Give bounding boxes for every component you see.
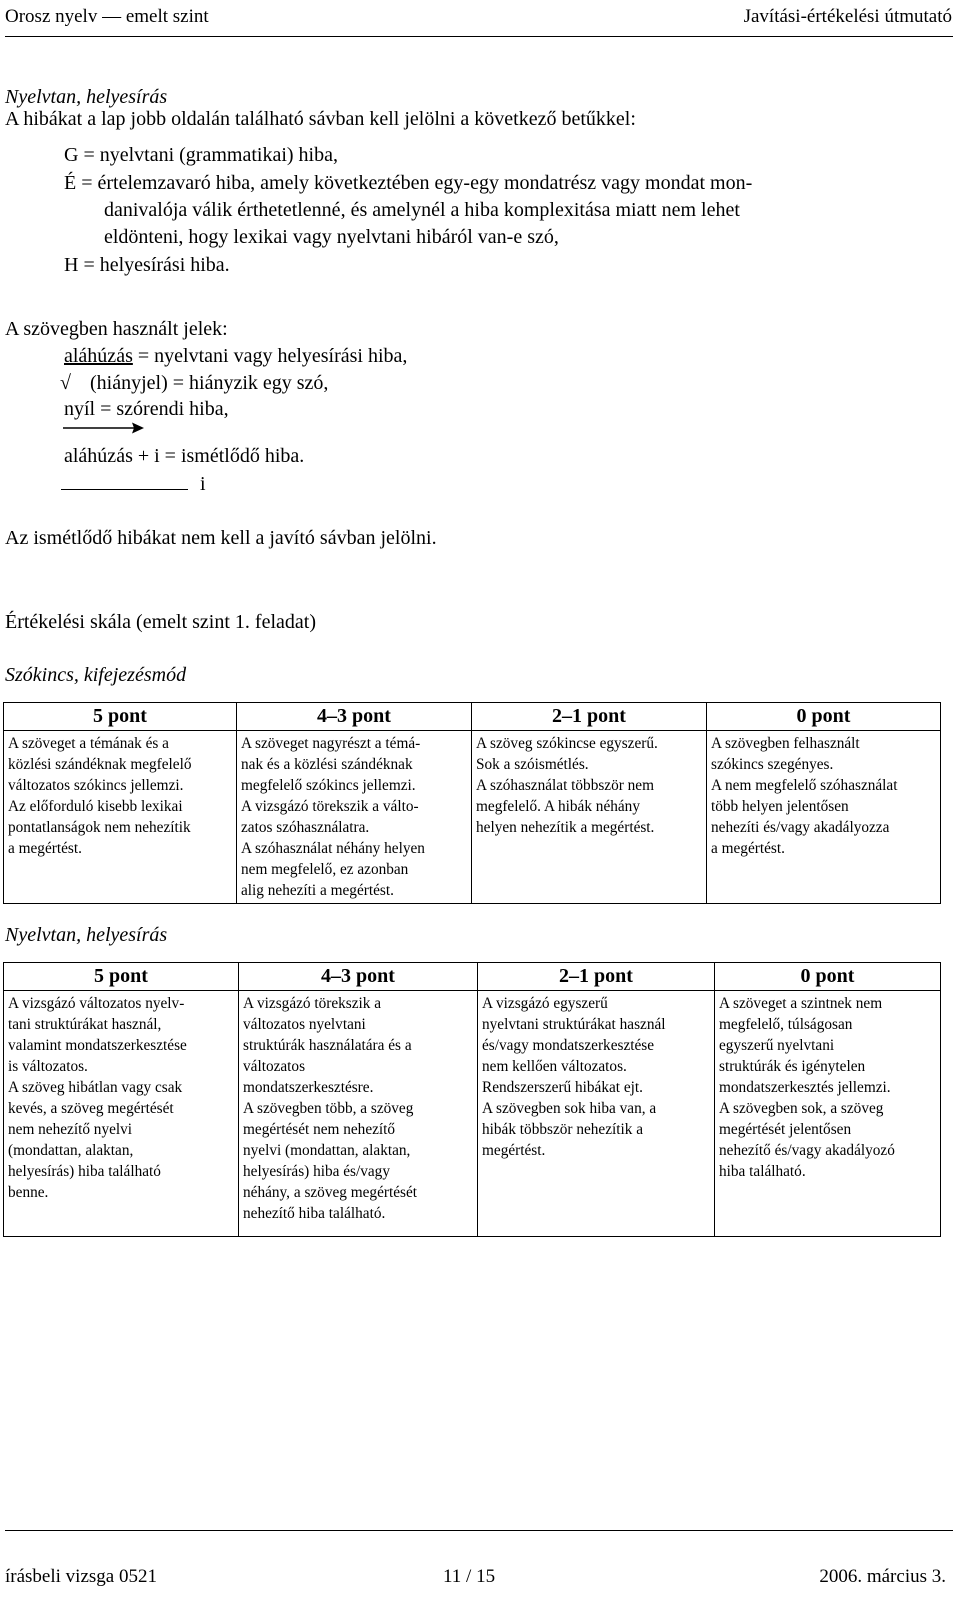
cell-line: a megértést. xyxy=(711,840,785,857)
cell-line: struktúrák használatára és a xyxy=(243,1037,412,1054)
cell-line: helyesírás) hiba és/vagy xyxy=(243,1163,390,1180)
cell-line: nyelvi (mondattan, alaktan, xyxy=(243,1142,411,1159)
cell-line: A szöveget nagyrészt a témá- xyxy=(241,735,421,752)
cell-line: nehezíti és/vagy akadályozza xyxy=(711,819,890,836)
cell-line: A szóhasználat többször nem xyxy=(476,777,654,794)
grammar-header-2-1: 2–1 pont xyxy=(478,963,715,991)
grammar-title: Nyelvtan, helyesírás xyxy=(5,924,168,946)
grammar-table xyxy=(3,962,941,1237)
cell-line: kevés, a szöveg megértését xyxy=(8,1100,174,1117)
vocab-table xyxy=(3,702,941,904)
cell-line: nem kellően változatos. xyxy=(482,1058,627,1075)
cell-line: A szövegben több, a szöveg xyxy=(243,1100,414,1117)
cell-line: mondatszerkesztésre. xyxy=(243,1079,374,1096)
grammar-header-0: 0 pont xyxy=(715,963,941,991)
cell-line: a megértést. xyxy=(8,840,82,857)
cell-line: pontatlanságok nem nehezítik xyxy=(8,819,191,836)
cell-line: nem nehezítő nyelvi xyxy=(8,1121,133,1138)
cell-line: A vizsgázó egyszerű xyxy=(482,995,608,1012)
cell-line: hibák többször nehezítik a xyxy=(482,1121,643,1138)
header-left: Orosz nyelv — emelt szint xyxy=(5,6,209,27)
cell-line: nem megfelelő, ez azonban xyxy=(241,861,409,878)
cell-line: A vizsgázó törekszik a válto- xyxy=(241,798,419,815)
grammar-cell-0 xyxy=(715,991,941,1237)
symbol-missing: (hiányjel) = hiányzik egy szó, xyxy=(90,372,329,394)
symbols-title-text: A szövegben használt jelek: xyxy=(5,318,228,340)
cell-line: helyesírás) hiba található xyxy=(8,1163,161,1180)
repeat-underline xyxy=(61,489,188,490)
footer-divider xyxy=(5,1530,953,1531)
cell-line: A vizsgázó változatos nyelv- xyxy=(8,995,185,1012)
grammar-header-4-3: 4–3 pont xyxy=(239,963,478,991)
check-mark-icon: √ xyxy=(60,372,71,394)
cell-line: A szövegben sok hiba van, a xyxy=(482,1100,657,1117)
grammar-cell-5 xyxy=(4,991,239,1237)
symbol-arrow: nyíl = szórendi hiba, xyxy=(64,398,229,420)
cell-line: is változatos. xyxy=(8,1058,88,1075)
cell-line: megfelelő szókincs jellemzi. xyxy=(241,777,416,794)
grammar-header-5: 5 pont xyxy=(4,963,239,991)
cell-line: nehezítő és/vagy akadályozó xyxy=(719,1142,895,1159)
grammar-cell-4-3 xyxy=(239,991,478,1237)
cell-line: megfelelő, túlságosan xyxy=(719,1016,853,1033)
section-title-grammar: Nyelvtan, helyesírás xyxy=(5,86,168,108)
cell-line: alig nehezíti a megértést. xyxy=(241,882,394,899)
cell-line: A nem megfelelő szóhasználat xyxy=(711,777,898,794)
page-number: 11 / 15 xyxy=(443,1566,496,1587)
cell-line: változatos nyelvtani xyxy=(243,1016,366,1033)
cell-line: benne. xyxy=(8,1184,49,1201)
cell-line: A szöveget a témának és a xyxy=(8,735,169,752)
header-divider xyxy=(5,36,953,37)
vocab-body-row xyxy=(4,731,941,904)
cell-line: megfelelő. A hibák néhány xyxy=(476,798,640,815)
cell-line: nak és a közlési szándéknak xyxy=(241,756,413,773)
grammar-cell-2-1 xyxy=(478,991,715,1237)
symbol-repeat: aláhúzás + i = ismétlődő hiba. xyxy=(64,445,305,467)
cell-line: valamint mondatszerkesztése xyxy=(8,1037,187,1054)
cell-line: nehezítő hiba található. xyxy=(243,1205,386,1222)
underline-sample: aláhúzás xyxy=(64,345,133,367)
cell-line: egyszerű nyelvtani xyxy=(719,1037,835,1054)
cell-line: változatos xyxy=(243,1058,306,1075)
vocab-header-row xyxy=(4,703,941,731)
code-g: G = nyelvtani (grammatikai) hiba, xyxy=(64,144,338,166)
scale-title: Értékelési skála (emelt szint 1. feladat) xyxy=(5,611,316,633)
cell-line: közlési szándéknak megfelelő xyxy=(8,756,192,773)
grammar-header-row xyxy=(4,963,941,991)
vocab-cell-4-3 xyxy=(237,731,472,904)
cell-line: nyelvtani struktúrákat használ xyxy=(482,1016,666,1033)
cell-line: megértését nem nehezítő xyxy=(243,1121,396,1138)
cell-line: változatos szókincs jellemzi. xyxy=(8,777,184,794)
footer-left: írásbeli vizsga 0521 xyxy=(5,1566,157,1587)
cell-line: A szóhasználat néhány helyen xyxy=(241,840,425,857)
vocab-header-5: 5 pont xyxy=(4,703,237,731)
cell-line: zatos szóhasználatra. xyxy=(241,819,370,836)
cell-line: mondatszerkesztés jellemzi. xyxy=(719,1079,891,1096)
vocab-header-4-3: 4–3 pont xyxy=(237,703,472,731)
code-e-cont-1: danivalója válik érthetetlenné, és amelynél a hiba komplexitása miatt nem lehet xyxy=(104,199,740,221)
cell-line: Sok a szóismétlés. xyxy=(476,756,589,773)
cell-line: struktúrák és igénytelen xyxy=(719,1058,866,1075)
header-right: Javítási-értékelési útmutató xyxy=(743,6,952,27)
cell-line: több helyen jelentősen xyxy=(711,798,849,815)
cell-line: Az előforduló kisebb lexikai xyxy=(8,798,183,815)
vocab-cell-0 xyxy=(707,731,941,904)
cell-line: A szövegben felhasznált xyxy=(711,735,860,752)
cell-line: megértését jelentősen xyxy=(719,1121,852,1138)
vocab-header-2-1: 2–1 pont xyxy=(472,703,707,731)
cell-line: néhány, a szöveg megértését xyxy=(243,1184,417,1201)
grammar-body-row xyxy=(4,991,941,1237)
cell-line: szókincs szegényes. xyxy=(711,756,834,773)
footer-date: 2006. március 3. xyxy=(819,1566,946,1587)
cell-line: helyen nehezítik a megértést. xyxy=(476,819,655,836)
cell-line: Rendszerszerű hibákat ejt. xyxy=(482,1079,643,1096)
intro-text: A hibákat a lap jobb oldalán található sávban kell jelölni a következő betűkkel: xyxy=(5,108,636,130)
code-h: H = helyesírási hiba. xyxy=(64,254,230,276)
underline-desc: = nyelvtani vagy helyesírási hiba, xyxy=(132,345,408,367)
vocab-header-0: 0 pont xyxy=(707,703,941,731)
cell-line: A szöveget a szintnek nem xyxy=(719,995,883,1012)
cell-line: megértést. xyxy=(482,1142,546,1159)
cell-line: A vizsgázó törekszik a xyxy=(243,995,382,1012)
vocab-cell-2-1 xyxy=(472,731,707,904)
cell-line: A szöveg hibátlan vagy csak xyxy=(8,1079,183,1096)
code-e: É = értelemzavaró hiba, amely következtében egy-egy mondatrész vagy mondat mon- xyxy=(64,172,753,194)
code-e-cont-2: eldönteni, hogy lexikai vagy nyelvtani hibáról van-e szó, xyxy=(104,226,559,248)
cell-line: hiba található. xyxy=(719,1163,806,1180)
repeat-mark: i xyxy=(200,473,206,495)
cell-line: A szövegben sok, a szöveg xyxy=(719,1100,884,1117)
cell-line: (mondattan, alaktan, xyxy=(8,1142,134,1159)
cell-line: A szöveg szókincse egyszerű. xyxy=(476,735,658,752)
cell-line: és/vagy mondatszerkesztése xyxy=(482,1037,655,1054)
symbol-underline xyxy=(64,343,407,370)
vocab-cell-5 xyxy=(4,731,237,904)
vocab-title: Szókincs, kifejezésmód xyxy=(5,664,187,686)
cell-line: tani struktúrákat használ, xyxy=(8,1016,162,1033)
note-text: Az ismétlődő hibákat nem kell a javító sávban jelölni. xyxy=(5,527,437,549)
right-arrow-icon xyxy=(62,421,146,435)
